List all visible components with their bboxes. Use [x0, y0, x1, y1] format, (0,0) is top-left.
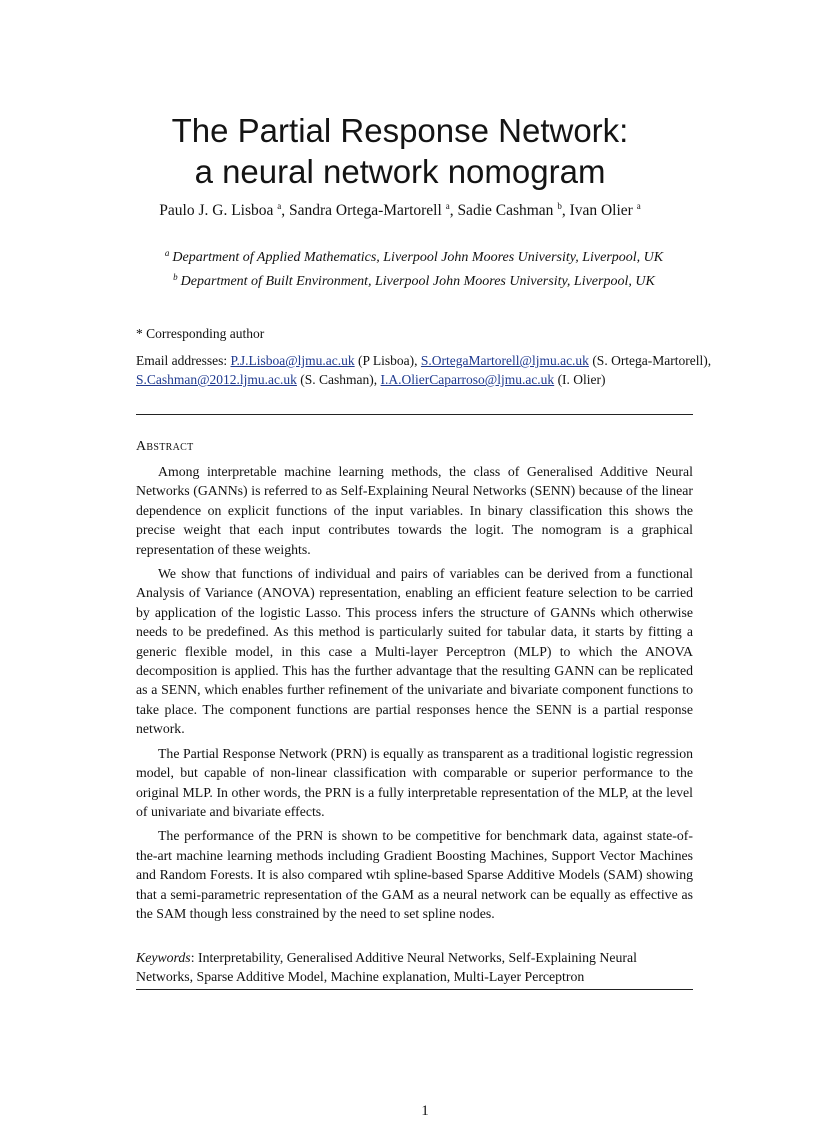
author-list: Paulo J. G. Lisboa $^a$, Sandra Ortega-Martorell $^a$, Sadie Cashman $^b$, Ivan Olier $^a$: [159, 201, 641, 219]
keywords: [136, 948, 693, 987]
email-link-ortega-martorell[interactable]: S.OrtegaMartorell@ljmu.ac.uk: [420, 353, 589, 368]
email-link-olier[interactable]: I.A.OlierCaparroso@ljmu.ac.uk: [380, 372, 555, 387]
divider-bottom: [136, 989, 693, 990]
email-link-lisboa[interactable]: P.J.Lisboa@ljmu.ac.uk: [230, 353, 355, 368]
email-addresses: [136, 351, 712, 389]
abstract-paragraph: Among interpretable machine learning methods, the class of Generalised Additive Neural Networks (GANNs) is referred to as Self-Explaining Neural Networks (SENN) because of the linear dependence on explicit functions of the input variables. In binary classification this shows the precise weight that each input contributes towards the logit. The nomogram is a graphical representation of these weights.: [136, 464, 693, 557]
affiliation-text: Department of Applied Mathematics, Liverpool John Moores University, Liverpool, UK: [172, 250, 664, 265]
email-label: Email addresses:: [136, 353, 231, 368]
email-link-cashman[interactable]: S.Cashman@2012.ljmu.ac.uk: [136, 372, 297, 387]
author-affiliation-mark: a: [277, 201, 282, 211]
author-name: Sadie Cashman: [457, 202, 554, 219]
author-affiliation-mark: a: [445, 201, 450, 211]
author-affiliation-mark: b: [557, 201, 562, 211]
page-number: 1: [421, 1103, 429, 1119]
title-line-2: a neural network nomogram: [194, 153, 606, 190]
keywords-label: Keywords: [136, 950, 191, 965]
abstract-heading: Abstract: [136, 439, 194, 454]
divider-top: [136, 414, 693, 415]
abstract-paragraph: The performance of the PRN is shown to be competitive for benchmark data, against state-of-the-art machine learning methods including Gradient Boosting Machines, Support Vector Machines and Random Forests. It is also compared wtih spline-based Sparse Additive Models (SAM) showing that a semi-parametric representation of the GAM as a neural network can be equally as effective as the SAM though less constrained by the need to set spline nodes.: [136, 828, 693, 921]
keywords-text: : Interpretability, Generalised Additive Neural Networks, Self-Explaining Neural Networks, Sparse Additive Model, Machine explanation, Multi-Layer Perceptron: [136, 950, 637, 985]
email-line-2: S.Cashman@2012.ljmu.ac.uk (S. Cashman), I.A.OlierCaparroso@ljmu.ac.uk (I. Olier): [136, 372, 606, 387]
affiliation-mark: b: [173, 272, 178, 282]
author-name: Ivan Olier: [569, 202, 633, 219]
affiliation-b: [0, 272, 828, 290]
affiliation-a: [0, 248, 828, 266]
abstract-paragraph: The Partial Response Network (PRN) is equally as transparent as a traditional logistic regression model, but capable of non-linear classification with comparable or superior performance to the original MLP. In other words, the PRN is a fully interpretable representation of the MLP, at the level of univariate and bivariate effects.: [136, 745, 693, 819]
author-name: Paulo J. G. Lisboa: [159, 202, 274, 219]
email-line-1: Email addresses: P.J.Lisboa@ljmu.ac.uk (P Lisboa), S.OrtegaMartorell@ljmu.ac.uk (S. Ortega-Martorell),: [136, 353, 712, 368]
affiliation-mark: a: [164, 248, 170, 258]
title-line-1: The Partial Response Network:: [171, 112, 629, 149]
paper-title: [0, 110, 800, 192]
abstract-paragraph: We show that functions of individual and pairs of variables can be derived from a functional Analysis of Variance (ANOVA) representation, enabling an efficient feature selection to be carried by application of the logistic Lasso. This process infers the structure of GANNs which otherwise needs to be predefined. As this method is particularly suited for tabular data, it starts by fitting a generic flexible model, in this case a Multi-layer Perceptron (MLP) to which the ANOVA decomposition is applied. This has the further advantage that the resulting GANN can be replicated as a SENN, which enables further refinement of the univariate and bivariate component functions to take place. The component functions are partial responses hence the SENN is a partial response network.: [136, 566, 693, 737]
affiliation-text: Department of Built Environment, Liverpool John Moores University, Liverpool, UK: [180, 274, 655, 289]
abstract-body: [136, 462, 693, 928]
author-affiliation-mark: a: [636, 201, 641, 211]
corresponding-author-note: * Corresponding author: [136, 326, 265, 341]
author-name: Sandra Ortega-Martorell: [289, 202, 442, 219]
